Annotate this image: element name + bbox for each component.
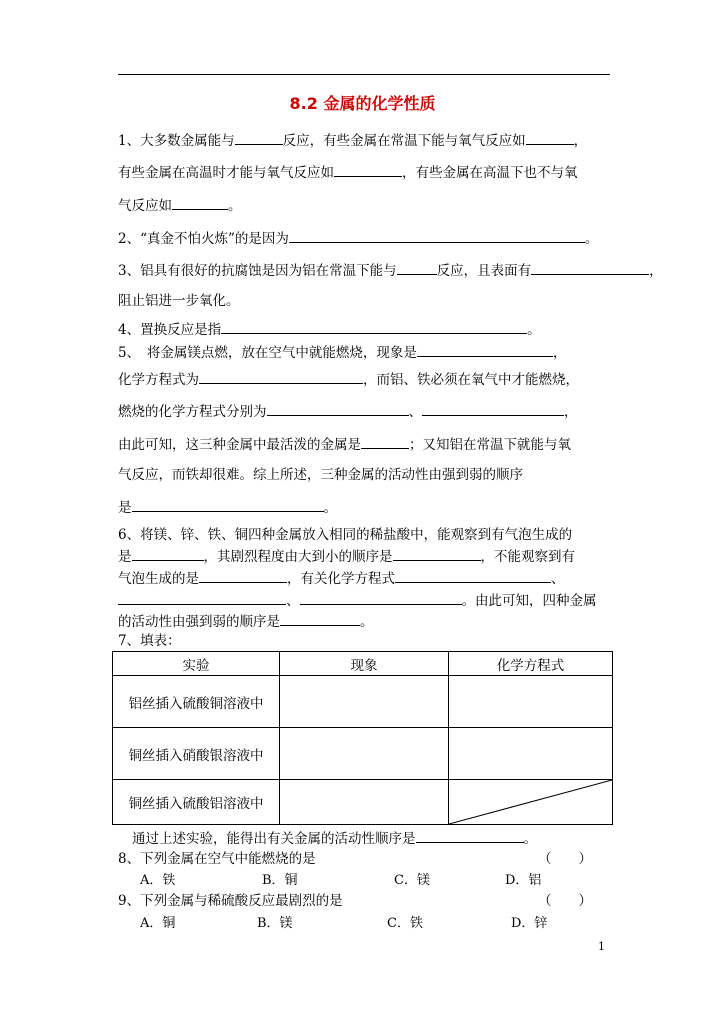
answer-blank[interactable]: [267, 402, 409, 416]
question-1-line-3: [118, 196, 242, 215]
question-6-line-1: 6、将镁、锌、铁、铜四种金属放入相同的稀盐酸中，能观察到有气泡生成的: [118, 527, 573, 543]
answer-blank[interactable]: [289, 229, 585, 243]
question-2: [118, 229, 598, 248]
option-d[interactable]: D．锌: [511, 916, 548, 931]
q6-text-j: 的活动性由强到弱的顺序是: [118, 614, 280, 630]
answer-blank[interactable]: [300, 591, 462, 605]
answer-blank[interactable]: [132, 498, 324, 512]
q5-text-i: ；又知铝在常温下就能与氧: [409, 437, 571, 453]
q2-text-a: 2、“真金不怕火炼”的是因为: [118, 231, 289, 247]
q5-text-l: 。: [323, 500, 337, 516]
page-title: 8.2 金属的化学性质: [289, 94, 436, 113]
question-5-line-4: [118, 435, 571, 454]
table-row: [113, 780, 613, 825]
q6-text-i: 。由此可知，四种金属: [461, 593, 597, 609]
question-9-stem: 9、下列金属与稀硫酸反应最剧烈的是: [118, 893, 343, 909]
answer-blank[interactable]: [280, 612, 360, 626]
answer-blank[interactable]: [221, 320, 527, 334]
page-number: 1: [598, 940, 605, 953]
q7-text-b: 。: [523, 831, 537, 847]
q6-text-c: ，其剧烈程度由大到小的顺序是: [203, 549, 393, 565]
q2-text-b: 。: [584, 231, 599, 247]
phenomenon-cell[interactable]: [280, 676, 449, 728]
question-5-line-5: 气反应，而铁却很难。综上所述，三种金属的活动性由强到弱的顺序: [118, 467, 523, 483]
table-row: [113, 728, 613, 780]
option-d[interactable]: D．铝: [505, 873, 542, 888]
row-label: 铜丝插入硫酸铝溶液中: [113, 780, 280, 825]
table-row: [113, 676, 613, 728]
q6-text-g: 、: [551, 571, 565, 587]
table-header-row: [113, 652, 613, 676]
q6-text-d: ，不能观察到有: [480, 549, 575, 565]
answer-blank[interactable]: [361, 435, 409, 449]
q6-text-h: 、: [286, 593, 300, 609]
option-b[interactable]: B．铜: [262, 873, 298, 888]
answer-blank[interactable]: [416, 829, 524, 843]
answer-blank[interactable]: [235, 131, 283, 145]
q6-text-k: 。: [360, 614, 374, 630]
question-3-line-2: 阻止铝进一步氧化。: [118, 293, 240, 309]
question-5-line-3: [118, 402, 578, 421]
question-9-answer-paren[interactable]: （ ）: [538, 893, 592, 909]
answer-blank[interactable]: [199, 569, 287, 583]
q5-text-e: 燃烧的化学方程式分别为: [118, 404, 267, 420]
q4-text-a: 4、置换反应是指: [118, 322, 222, 338]
option-b[interactable]: B．镁: [257, 916, 293, 931]
q1-text-b: 反应，有些金属在常温下能与氧气反应如: [282, 133, 526, 149]
question-5-line-6: [118, 498, 337, 517]
equation-cell[interactable]: [449, 728, 613, 780]
q3-text-c: ，: [649, 263, 663, 279]
q5-text-g: ，: [564, 404, 578, 420]
answer-blank[interactable]: [393, 547, 481, 561]
header-rule: [118, 74, 610, 75]
answer-blank[interactable]: [526, 131, 574, 145]
question-8-answer-paren[interactable]: （ ）: [538, 851, 592, 867]
header-equation: 化学方程式: [449, 652, 613, 676]
question-3-line-1: [118, 261, 663, 280]
question-7-conclusion: [132, 829, 537, 848]
equation-cell-crossed: [449, 780, 613, 825]
answer-blank[interactable]: [395, 569, 551, 583]
header-phenomenon: 现象: [280, 652, 449, 676]
q5-text-b: ，: [552, 345, 567, 361]
phenomenon-cell[interactable]: [280, 728, 449, 780]
q6-text-f: ，有关化学方程式: [287, 571, 395, 587]
answer-blank[interactable]: [397, 261, 437, 275]
q5-text-a: 5、 将金属镁点燃，放在空气中就能燃烧，现象是: [118, 345, 417, 361]
phenomenon-cell[interactable]: [280, 780, 449, 825]
answer-blank[interactable]: [172, 196, 228, 210]
q3-text-b: 反应，且表面有: [436, 263, 532, 279]
question-7-label: 7、填表：: [118, 633, 181, 649]
row-label: 铜丝插入硝酸银溶液中: [113, 728, 280, 780]
question-6-line-3: [118, 569, 565, 588]
q3-text-a: 3、铝具有很好的抗腐蚀是因为铝在常温下能与: [118, 263, 397, 279]
experiment-table: [112, 651, 613, 825]
option-c[interactable]: C．镁: [394, 873, 430, 888]
answer-blank[interactable]: [417, 343, 553, 357]
question-5-line-1: [118, 343, 566, 362]
question-5-line-2: [118, 370, 579, 389]
answer-blank[interactable]: [334, 163, 402, 177]
q1-text-a: 1、大多数金属能与: [118, 133, 235, 149]
q5-text-c: 化学方程式为: [118, 372, 199, 388]
q5-text-k: 是: [118, 500, 132, 516]
q5-text-d: ，而铝、铁必须在氧气中才能燃烧，: [363, 372, 579, 388]
question-1-line-2: [118, 163, 578, 182]
question-6-line-2: [118, 547, 575, 566]
question-6-line-5: [118, 612, 374, 631]
answer-blank[interactable]: [199, 370, 363, 384]
option-a[interactable]: A．铁: [140, 873, 176, 888]
option-a[interactable]: A．铜: [140, 916, 176, 931]
q5-text-h: 由此可知，这三种金属中最活泼的金属是: [118, 437, 361, 453]
header-experiment: 实验: [113, 652, 280, 676]
question-6-line-4: [118, 591, 597, 610]
q1-text-f: 气反应如: [118, 198, 172, 214]
answer-blank[interactable]: [531, 261, 649, 275]
answer-blank[interactable]: [132, 547, 204, 561]
q1-text-c: ，: [573, 133, 588, 149]
question-4: [118, 320, 541, 339]
q4-text-b: 。: [527, 322, 541, 338]
question-8-stem: 8、下列金属在空气中能燃烧的是: [118, 851, 316, 867]
equation-cell[interactable]: [449, 676, 613, 728]
q1-text-g: 。: [228, 198, 242, 214]
q6-text-b: 是: [118, 549, 132, 565]
q5-text-f: 、: [408, 404, 422, 420]
q1-text-d: 有些金属在高温时才能与氧气反应如: [118, 165, 334, 181]
q1-text-e: ，有些金属在高温下也不与氧: [402, 165, 578, 181]
row-label: 铝丝插入硫酸铜溶液中: [113, 676, 280, 728]
diagonal-slash: [449, 780, 612, 824]
answer-blank[interactable]: [118, 591, 286, 605]
option-c[interactable]: C．铁: [387, 916, 423, 931]
q7-text-a: 通过上述实验，能得出有关金属的活动性顺序是: [132, 831, 416, 847]
question-1-line-1: [118, 131, 587, 150]
q6-text-e: 气泡生成的是: [118, 571, 199, 587]
answer-blank[interactable]: [422, 402, 564, 416]
